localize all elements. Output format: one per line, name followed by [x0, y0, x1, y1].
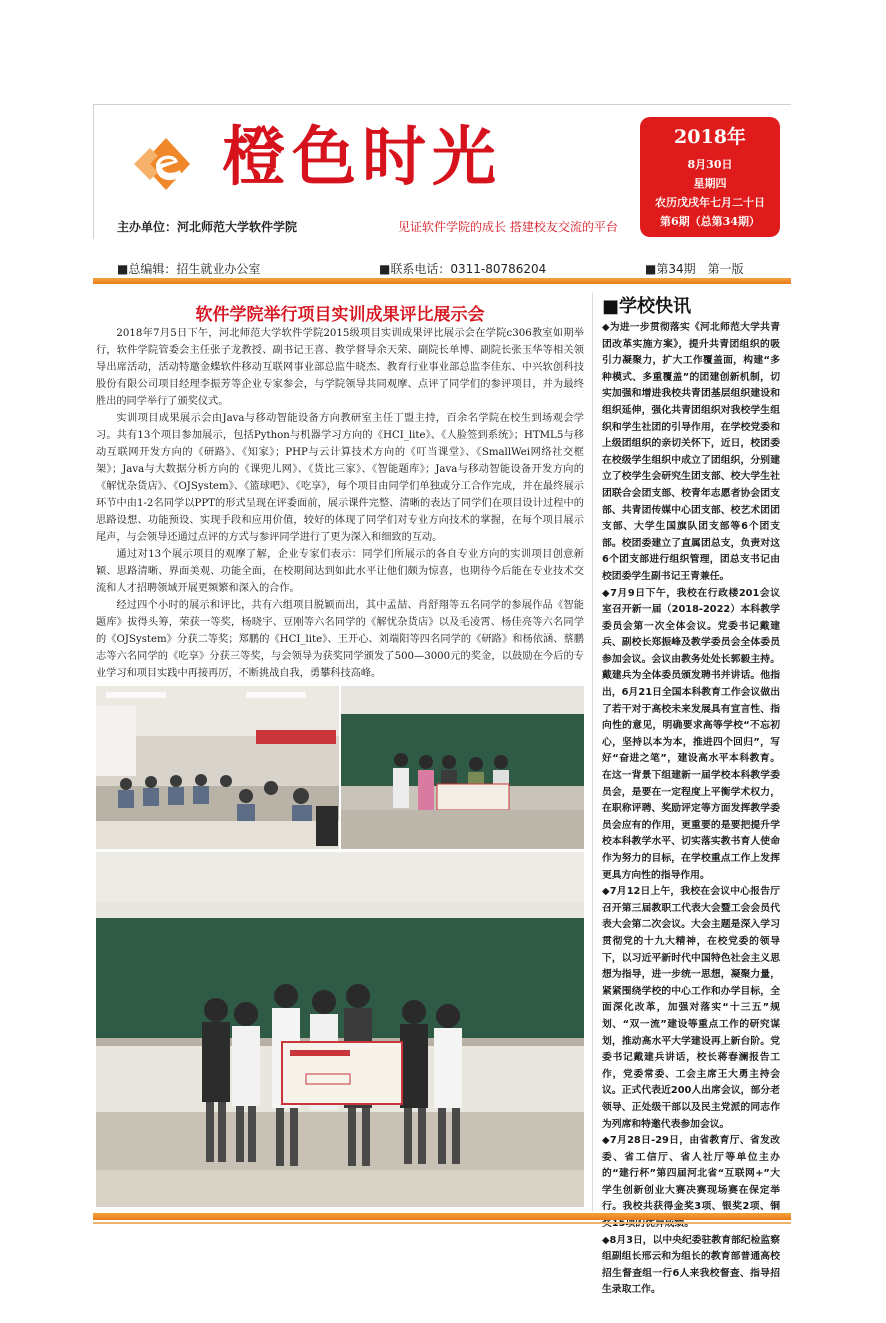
news-item: ◆8月3日，以中央纪委驻教育部纪检监察组副组长邢云和为组长的教育部普通高校招生督查组一行6人来我校督查、指导招生录取工作。 — [602, 1234, 780, 1296]
news-item: ◆为进一步贯彻落实《河北师范大学共青团改革实施方案》，提升共青团组织的吸引力凝聚力，扩大工作覆盖面，构建“多种模式、多重覆盖”的团建创新机制，切实加强和增进我校共青团基层组织建设和组织延伸，强化共青团组织对我校学生组织和学生社团的引导作用，在学校党委和上级团组织的亲切关怀下，近日，校团委在校级学生组织中成立了团组织，分别建立了校学生会研究生团支部、校大学生社团联合会团支部、校青年志愿者协会团支部、共青团传媒中心团支部、校艺术团团支部、大学生国旗队团支部等6个团支部。校团委建立了直属团总支，负责对这6个团支部进行组织管理，团总支书记由校团委学生副书记王青兼任。 — [602, 322, 780, 582]
edition-info: ■第34期 第一版 — [645, 262, 744, 276]
issue-date: 8月30日 — [687, 158, 733, 171]
news-item: ◆7月28日-29日，由省教育厅、省发改委、省工信厅、省人社厅等单位主办的“建行杯”第四届河北省“互联网+”大学生创新创业大赛决赛现场赛在保定举行。我校共获得金奖3项、银奖2项、铜 — [602, 1135, 780, 1213]
newspaper-logo-icon — [130, 128, 202, 198]
award-presentation-photo — [341, 686, 584, 849]
column-divider — [592, 292, 593, 1212]
article-paragraph: 2018年7月5日下午，河北师范大学软件学院2015级项目实训成果评比展示会在学院c306教室如期举行，软件学院管委会主任张子龙教授、副书记王喜、教学督导余天荣、副院长单博、副院长张玉华等相关领导出席活动，活动特邀金蝶软件移动互联网事业部总监牛晓杰、教育行业事业部总监李佳东、中兴软创科技股份有限公司项目经理李振芳等企业专家参会，与学院领导共同观摩、点评了同学们的参评项目，并为最终胜出的同学举行了颁奖仪式。 — [96, 328, 584, 407]
footer-divider — [93, 1213, 791, 1220]
header-divider — [93, 278, 791, 284]
issue-year: 2018年 — [674, 126, 746, 148]
news-item: ◆7月12日上午，我校在会议中心报告厅召开第三届教职工代表大会暨工会会员代表大会第二次会议。大会主题是深入学习贯彻党的十九大精神，在校党委的领导下，以习近平新时代中国特色社会主义思想为指导，进一步统一思想，凝聚力量，紧紧围绕学校的中心工作和办学目标，全面深化改革，加强对落实“十三五”规划、“双一流”建设等重点工作的研究谋划，推动高水平大学建设再上新台阶。党委书记戴建兵讲话，校长蒋春澜报告工作，党委常委、工会主席王大勇主持会议。正式代表近200人出席会议，部分老领导、正处级干部以及民主党派的同志作为列席和特邀代表参加会议。 — [602, 886, 780, 1130]
issue-date-box — [640, 117, 780, 237]
editor-info: ■总编辑：招生就业办公室 — [117, 262, 261, 276]
article-paragraph: 通过对13个展示项目的观摩了解，企业专家们表示：同学们所展示的各自专业方向的实训项目创意新颖、思路清晰、界面美观、功能全面，在校期间达到如此水平让他们颇为惊喜，也期待今后能在专业技术交流和人才招聘领域开展更频繁和深入的合作。 — [96, 549, 584, 594]
article-paragraph: 实训项目成果展示会由Java与移动智能设备方向教研室主任丁盟主持，百余名学院在校生到场观会学习。共有13个项目参加展示，包括Python与机器学习方向的《HCI_lite》、《人脸签到系统》；HTML5与移动互联网开发方向的《研路》、《知家》；PHP与云计算技术方向的《叮当课堂》、《SmallWei网络社交框架》；Java与大数据分析方向的《课兜儿网》、《货比三家》、《智能题库》；Java与移动智能设备开发方向的《解忧杂货店》、《OJSystem》、《篮球吧》、《吃享》，每个项目由同学们单独或分工合作完成，并在最终展示环节中由1-2名同学以PPT的形式呈现在评委面前，展示课件完整、清晰的表达了同学们在项目设计过程中的思路设想、功能预设、实现手段和应用价值，较好的体现了同学们对专业方向技术的掌握，在每个项目展示尾声，与会领导还通过点评的方式与参评同学进行了更为深入和细致的互动。 — [96, 413, 584, 543]
info-bar — [117, 260, 777, 276]
school-news-heading: ■学校快讯 — [602, 296, 692, 317]
left-border — [93, 104, 94, 239]
article-title: 软件学院举行项目实训成果评比展示会 — [195, 305, 485, 325]
sponsor-line: 主办单位：河北师范大学软件学院 — [117, 220, 298, 234]
top-border — [93, 104, 791, 105]
winners-group-photo — [96, 852, 584, 1207]
lecture-hall-photo — [96, 686, 339, 849]
masthead-slogan: 见证软件学院的成长 搭建校友交流的平台 — [398, 220, 618, 234]
issue-number: 第6期（总第34期） — [660, 215, 760, 228]
issue-lunar-date: 农历戊戌年七月二十日 — [655, 196, 765, 209]
footer-rule — [93, 1222, 791, 1224]
masthead-title: 橙色时光 — [222, 120, 502, 195]
article-body — [96, 325, 584, 682]
school-news-list — [602, 320, 780, 1299]
news-item: ◆7月9日下午，我校在行政楼201会议室召开新一届（2018-2022）本科教学委员会第一次全体会议。党委书记戴建兵、副校长郑振峰及教学委员会全体委员参加会议。会议由教务处处长郭毅主持。戴建兵为全体委员颁发聘书并讲话。他指出，6月21日全国本科教育工作会议做出了若干对于高校未来发展具有宣言性、指向性的意见，明确要求高等学校“不忘初心，坚持以本为本，推进四个回归”，写好“奋进之笔”，建设高水平本科教育。在这一背景下组建新一届学校本科教学委员会，是要在一定程度上平衡学术权力，在职称评聘、奖励评定等方面发挥教学委员会应有的作用，更重要的是要把提升学校本科教学水平、切实落实教书育人使命作为努力的目标，在学校重点工作上发挥更具方向性的指导作用。 — [602, 587, 780, 881]
issue-weekday: 星期四 — [693, 177, 727, 190]
article-paragraph: 经过四个小时的展示和评比，共有六组项目脱颖而出，其中孟喆、肖舒翔等五名同学的参展作品《智能题库》拔得头筹，荣获一等奖，杨晓宇、豆刚等六名同学的《解忧杂货店》以及毛凌霄、杨佳亮等六名同学的《OJSystem》分获二等奖；郑鹏的《HCI_lite》、王开心、刘端阳等四名同学的《研路》和杨依涵、蔡鹏志等六名同学的《吃享》分获三等奖，与会领导为获奖同学颁发了500—3000元的奖金，以鼓励在今后的专业学习和项目实践中再接再厉，不断挑战自我，勇攀科技高峰。 — [96, 600, 584, 679]
phone-info: ■联系电话：0311-80786204 — [379, 262, 547, 276]
